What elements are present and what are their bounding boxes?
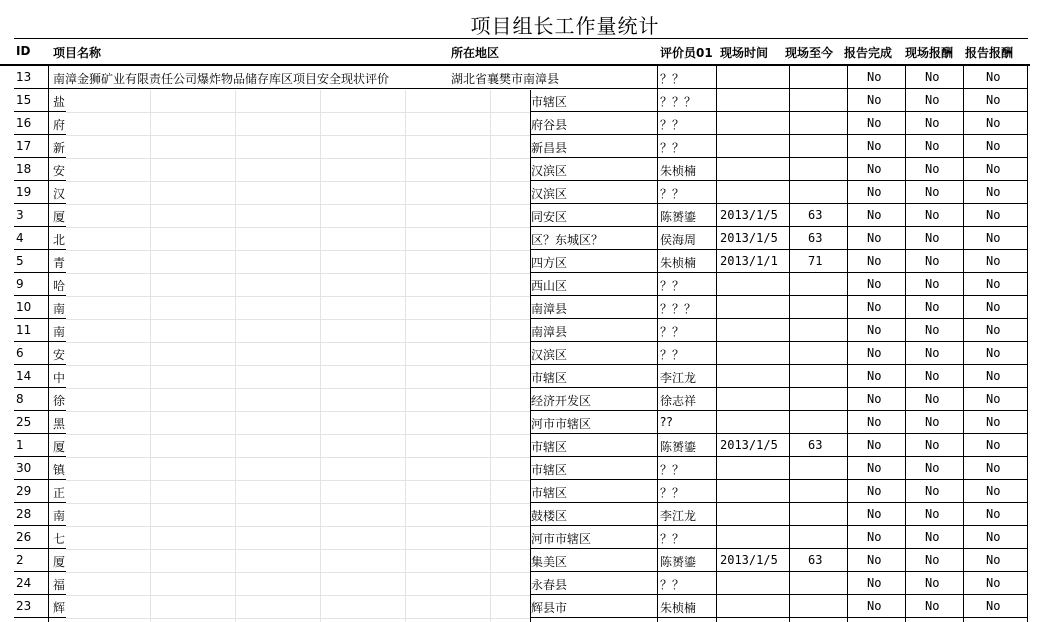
cell-site-pay: No [925,392,940,406]
cell-site-pay: No [925,438,940,452]
cell-report-done: No [867,346,882,360]
cell-id: 28 [16,507,32,521]
cell-evaluator: ？？ [660,279,685,293]
cell-region: 市辖区 [531,486,568,500]
cell-report-pay: No [986,139,1001,153]
cell-report-pay: No [986,392,1001,406]
cell-evaluator: ？？？ [660,95,697,109]
cell-project-name: 徐 [53,394,66,408]
page-title: 项目组长工作量统计 [470,14,660,38]
cell-site-pay: No [925,346,940,360]
cell-report-pay: No [986,530,1001,544]
cell-site-pay: No [925,323,940,337]
cell-region: 市辖区 [531,371,568,385]
cell-id: 23 [16,599,32,613]
cell-project-name: 新 [53,141,66,155]
cell-report-pay: No [986,553,1001,567]
cell-evaluator: 徐志祥 [660,394,697,408]
cell-site-pay: No [925,93,940,107]
cell-region: 经济开发区 [531,394,592,408]
cell-site-pay: No [925,507,940,521]
cell-evaluator: ？？ [660,348,685,362]
cell-report-pay: No [986,116,1001,130]
cell-region: 汉滨区 [531,348,568,362]
cell-region: 辉县市 [531,601,568,615]
cell-site-pay: No [925,599,940,613]
name-column-overlay [66,90,530,622]
cell-report-done: No [867,553,882,567]
cell-id: 2 [16,553,24,567]
cell-report-done: No [867,139,882,153]
cell-site-to-now: 63 [808,553,823,567]
header-report-pay[interactable]: 报告报酬 [965,46,1014,60]
cell-report-pay: No [986,415,1001,429]
cell-report-pay: No [986,323,1001,337]
header-top-border [14,38,1028,39]
cell-site-pay: No [925,415,940,429]
cell-evaluator: ？？ [660,532,685,546]
cell-report-done: No [867,208,882,222]
cell-region: 市辖区 [531,463,568,477]
cell-region: 湖北省襄樊市南漳县 [451,72,560,86]
cell-id: 13 [16,70,32,84]
cell-evaluator: ？？ [660,141,685,155]
cell-project-name: 正 [53,486,66,500]
cell-id: 15 [16,93,32,107]
cell-project-name: 汉 [53,187,66,201]
cell-project-name: 南 [53,325,66,339]
cell-id: 6 [16,346,24,360]
cell-project-name: 安 [53,164,66,178]
cell-project-name: 北 [53,233,66,247]
cell-report-pay: No [986,599,1001,613]
cell-report-done: No [867,300,882,314]
cell-id: 17 [16,139,32,153]
cell-report-done: No [867,599,882,613]
cell-region: 集美区 [531,555,568,569]
cell-evaluator: ？？ [660,578,685,592]
cell-site-pay: No [925,553,940,567]
cell-report-done: No [867,277,882,291]
cell-region: 永春县 [531,578,568,592]
cell-evaluator: ？？？ [660,302,697,316]
header-site-to-now[interactable]: 现场至今 [785,46,834,60]
cell-id: 18 [16,162,32,176]
cell-site-pay: No [925,530,940,544]
cell-region: 西山区 [531,279,568,293]
cell-id: 14 [16,369,32,383]
cell-project-name: 哈 [53,279,66,293]
cell-site-pay: No [925,231,940,245]
cell-project-name: 黑 [53,417,66,431]
cell-report-pay: No [986,369,1001,383]
cell-evaluator: 陈赟鎏 [660,440,697,454]
cell-project-name: 盐 [53,95,66,109]
cell-project-name: 镇 [53,463,66,477]
cell-project-name: 福 [53,578,66,592]
cell-id: 16 [16,116,32,130]
cell-evaluator: ？？ [660,463,685,477]
cell-report-pay: No [986,461,1001,475]
cell-site-time: 2013/1/5 [720,438,778,452]
cell-region: 四方区 [531,256,568,270]
cell-evaluator: 朱桢楠 [660,256,697,270]
cell-region: 汉滨区 [531,187,568,201]
cell-region: 新昌县 [531,141,568,155]
column-divider [847,64,848,622]
cell-project-name: 七 [53,532,66,546]
cell-report-done: No [867,507,882,521]
cell-report-pay: No [986,185,1001,199]
cell-site-to-now: 63 [808,438,823,452]
header-site-pay[interactable]: 现场报酬 [905,46,954,60]
cell-report-pay: No [986,576,1001,590]
cell-report-done: No [867,369,882,383]
cell-evaluator: 陈赟鎏 [660,555,697,569]
cell-report-pay: No [986,277,1001,291]
cell-site-pay: No [925,300,940,314]
cell-report-pay: No [986,231,1001,245]
cell-project-name: 府 [53,118,66,132]
cell-project-name: 辉 [53,601,66,615]
column-divider [657,64,658,622]
cell-report-pay: No [986,438,1001,452]
cell-site-pay: No [925,116,940,130]
column-divider [48,64,49,622]
cell-evaluator: ？？ [660,187,685,201]
cell-evaluator: 侯海周 [660,233,697,247]
table-row[interactable] [0,66,1030,89]
cell-report-pay: No [986,162,1001,176]
cell-id: 24 [16,576,32,590]
cell-report-pay: No [986,300,1001,314]
cell-region: 区？东城区？ [531,233,604,247]
header-region[interactable]: 所在地区 [451,46,500,60]
cell-report-done: No [867,415,882,429]
column-divider [530,90,531,622]
cell-id: 9 [16,277,24,291]
cell-report-done: No [867,438,882,452]
cell-project-name: 青 [53,256,66,270]
cell-site-pay: No [925,369,940,383]
cell-report-done: No [867,231,882,245]
cell-report-done: No [867,323,882,337]
cell-evaluator: 朱桢楠 [660,164,697,178]
cell-report-pay: No [986,254,1001,268]
cell-project-name: 南 [53,509,66,523]
cell-region: 河市市辖区 [531,417,592,431]
cell-report-done: No [867,93,882,107]
cell-site-to-now: 63 [808,208,823,222]
cell-region: 市辖区 [531,95,568,109]
cell-project-name: 安 [53,348,66,362]
cell-evaluator: ?? [660,415,673,429]
cell-report-done: No [867,185,882,199]
cell-evaluator: ？？ [660,325,685,339]
cell-report-pay: No [986,93,1001,107]
cell-report-done: No [867,530,882,544]
cell-report-pay: No [986,507,1001,521]
cell-report-done: No [867,116,882,130]
header-project-name[interactable]: 项目名称 [53,46,102,60]
table-header [0,40,1030,66]
cell-region: 府谷县 [531,118,568,132]
cell-region: 鼓楼区 [531,509,568,523]
column-divider [963,64,964,622]
cell-project-name: 厦 [53,440,66,454]
cell-report-pay: No [986,70,1001,84]
cell-site-pay: No [925,484,940,498]
cell-id: 1 [16,438,24,452]
cell-project-name: 厦 [53,555,66,569]
cell-report-done: No [867,576,882,590]
cell-report-pay: No [986,346,1001,360]
cell-site-pay: No [925,254,940,268]
column-divider [905,64,906,622]
cell-project-name: 中 [53,371,66,385]
cell-region: 河市市辖区 [531,532,592,546]
cell-report-done: No [867,254,882,268]
cell-evaluator: 李江龙 [660,509,697,523]
cell-site-to-now: 63 [808,231,823,245]
cell-region: 南漳县 [531,325,568,339]
cell-id: 8 [16,392,24,406]
column-divider [789,64,790,622]
cell-site-time: 2013/1/5 [720,231,778,245]
cell-id: 11 [16,323,32,337]
cell-id: 4 [16,231,24,245]
header-id[interactable]: ID [16,44,31,58]
header-site-time[interactable]: 现场时间 [720,46,769,60]
cell-id: 29 [16,484,32,498]
cell-project-name: 厦 [53,210,66,224]
header-evaluator[interactable]: 评价员01 [660,46,713,60]
cell-id: 3 [16,208,24,222]
cell-project-name: 南 [53,302,66,316]
cell-site-pay: No [925,277,940,291]
column-divider [716,64,717,622]
cell-region: 南漳县 [531,302,568,316]
cell-id: 26 [16,530,32,544]
cell-id: 5 [16,254,24,268]
cell-evaluator: ？？ [660,486,685,500]
cell-evaluator: ？？ [660,118,685,132]
cell-region: 汉滨区 [531,164,568,178]
cell-report-done: No [867,70,882,84]
cell-site-pay: No [925,139,940,153]
cell-site-pay: No [925,162,940,176]
cell-id: 19 [16,185,32,199]
cell-project-name: 南漳金狮矿业有限责任公司爆炸物品储存库区项目安全现状评价 [53,72,390,86]
cell-evaluator: 陈赟鎏 [660,210,697,224]
cell-region: 同安区 [531,210,568,224]
cell-report-pay: No [986,208,1001,222]
cell-id: 25 [16,415,32,429]
cell-id: 30 [16,461,32,475]
cell-id: 10 [16,300,32,314]
cell-evaluator: ？？ [660,72,685,86]
cell-site-time: 2013/1/1 [720,254,778,268]
cell-evaluator: 朱桢楠 [660,601,697,615]
cell-site-pay: No [925,208,940,222]
header-report-done[interactable]: 报告完成 [844,46,893,60]
cell-site-pay: No [925,461,940,475]
cell-site-to-now: 71 [808,254,823,268]
cell-site-time: 2013/1/5 [720,553,778,567]
cell-site-pay: No [925,185,940,199]
cell-evaluator: 李江龙 [660,371,697,385]
cell-report-done: No [867,392,882,406]
cell-report-done: No [867,484,882,498]
cell-site-time: 2013/1/5 [720,208,778,222]
cell-site-pay: No [925,70,940,84]
cell-site-pay: No [925,576,940,590]
cell-report-done: No [867,162,882,176]
cell-region: 市辖区 [531,440,568,454]
cell-report-done: No [867,461,882,475]
cell-report-pay: No [986,484,1001,498]
column-divider [1027,64,1028,622]
